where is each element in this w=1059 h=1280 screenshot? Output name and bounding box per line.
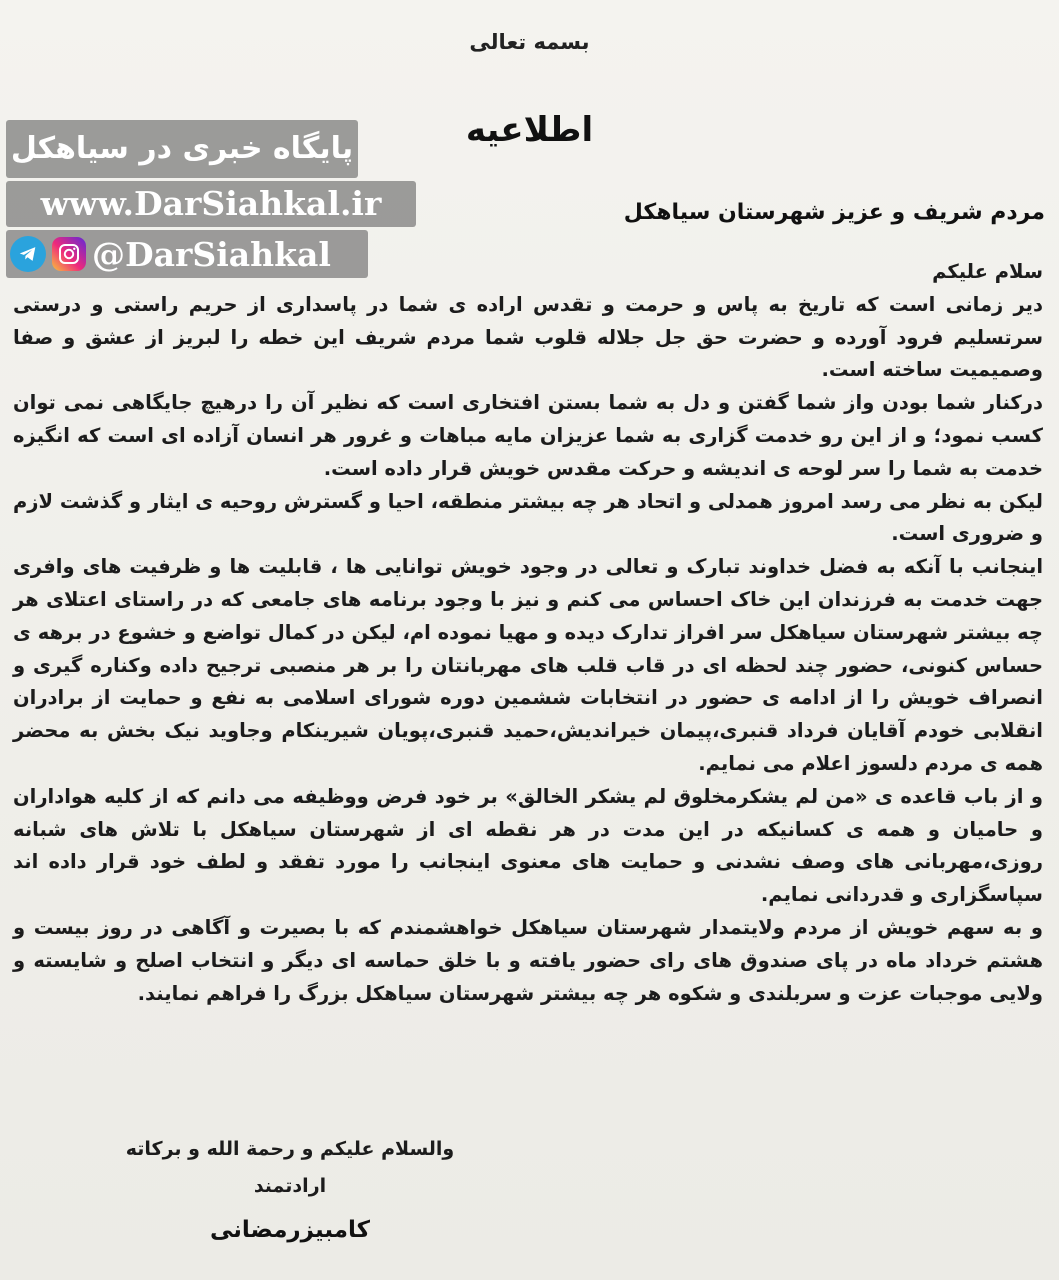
- paragraph-4: اینجانب با آنکه به فضل خداوند تبارک و تعالی در وجود خویش توانایی ها ، قابلیت ها و ظرفیت های وافری جهت خدمت به فرزندان این خاک احساس می کنم و نیز با وجود برنامه های جامعی که در راستای اعتلای هر چه بیشتر شهرستان سیاهکل سر افراز تدارک دیده و مهیا نموده ام، لیکن در کمال تواضع و خشوع در برهه ی حساس کنونی، حضور چند لحظه ای در قاب قلب های مهربانتان را بر هر منصبی ترجیح داده وکناره گیری و انصراف خویش را از ادامه ی حضور در انتخابات ششمین دوره شورای اسلامی به نفع و حمایت از برادران انقلابی خودم آقایان فرداد قنبری،پیمان خیراندیش،حمید قنبری،پویان شیرینکام وجاوید نیک بخش به محضر همه ی مردم دلسوز اعلام می نمایم.: [13, 555, 1043, 775]
- paragraph-2: درکنار شما بودن واز شما گفتن و دل به شما بستن افتخاری است که نظیر آن را درهیچ جایگاهی نمی توان کسب نمود؛ و از این رو خدمت گزاری به شما عزیزان مایه مباهات و غرور هر انسان آزاده ای است که انگیزه خدمت به شما را سر لوحه ی اندیشه و حرکت مقدس خویش قرار داده است.: [13, 391, 1043, 480]
- watermark-handle-text: @DarSiahkal: [92, 234, 331, 274]
- watermark-url: www.DarSiahkal.ir: [6, 181, 416, 227]
- telegram-icon: [10, 236, 46, 272]
- signature-name: کامبیزرمضانی: [209, 1217, 371, 1243]
- document-salutation: مردم شریف و عزیز شهرستان سیاهکل: [623, 200, 1045, 225]
- document-title: اطلاعیه: [465, 110, 594, 150]
- watermark-handle: [6, 230, 368, 278]
- document-body: [13, 256, 1043, 1010]
- paragraph-5: و از باب قاعده ی «من لم یشکرمخلوق لم یشکر الخالق» بر خود فرض ووظیفه می دانم که از کلیه هواداران و حامیان و همه ی کسانیکه در این مدت در هر نقطه ای از شهرستان سیاهکل با تلاش های شبانه روزی،مهربانی های وصف نشدنی و حمایت های معنوی اینجانب را مورد تفقد و لطف خود قرار داده اند سپاسگزاری و قدردانی نمایم.: [13, 784, 1043, 907]
- instagram-icon: [52, 237, 86, 271]
- closing-line: والسلام علیکم و رحمة الله و برکاته: [125, 1138, 455, 1160]
- sign-off: ارادتمند: [253, 1175, 327, 1197]
- watermark-title: پایگاه خبری در سیاهکل: [6, 120, 358, 178]
- document-header-basmala: بسمه تعالی: [469, 30, 590, 54]
- greeting-line: سلام علیکم: [932, 260, 1043, 283]
- paragraph-1: دیر زمانی است که تاریخ به پاس و حرمت و تقدس اراده ی شما در پاسداری از حریم راستی و درستی سرتسلیم فرود آورده و حضرت حق جل جلاله قلوب شما مردم شریف این خطه را لبریز از عشق و صفا وصمیمیت ساخته است.: [13, 292, 1043, 382]
- paragraph-6: و به سهم خویش از مردم ولایتمدار شهرستان سیاهکل خواهشمندم که با بصیرت و آگاهی در روز بیست و هشتم خرداد ماه در پای صندوق های رای حضور یافته و با خلق حماسه ای دیگر و انتخاب اصلح و شایسته و ولایی موجبات عزت و سربلندی و شکوه هر چه بیشتر شهرستان سیاهکل بزرگ را فراهم نمایند.: [13, 915, 1043, 1005]
- paragraph-3: لیکن به نظر می رسد امروز همدلی و اتحاد هر چه بیشتر منطقه، احیا و گسترش روحیه ی ایثار و گذشت لازم و ضروری است.: [13, 489, 1043, 546]
